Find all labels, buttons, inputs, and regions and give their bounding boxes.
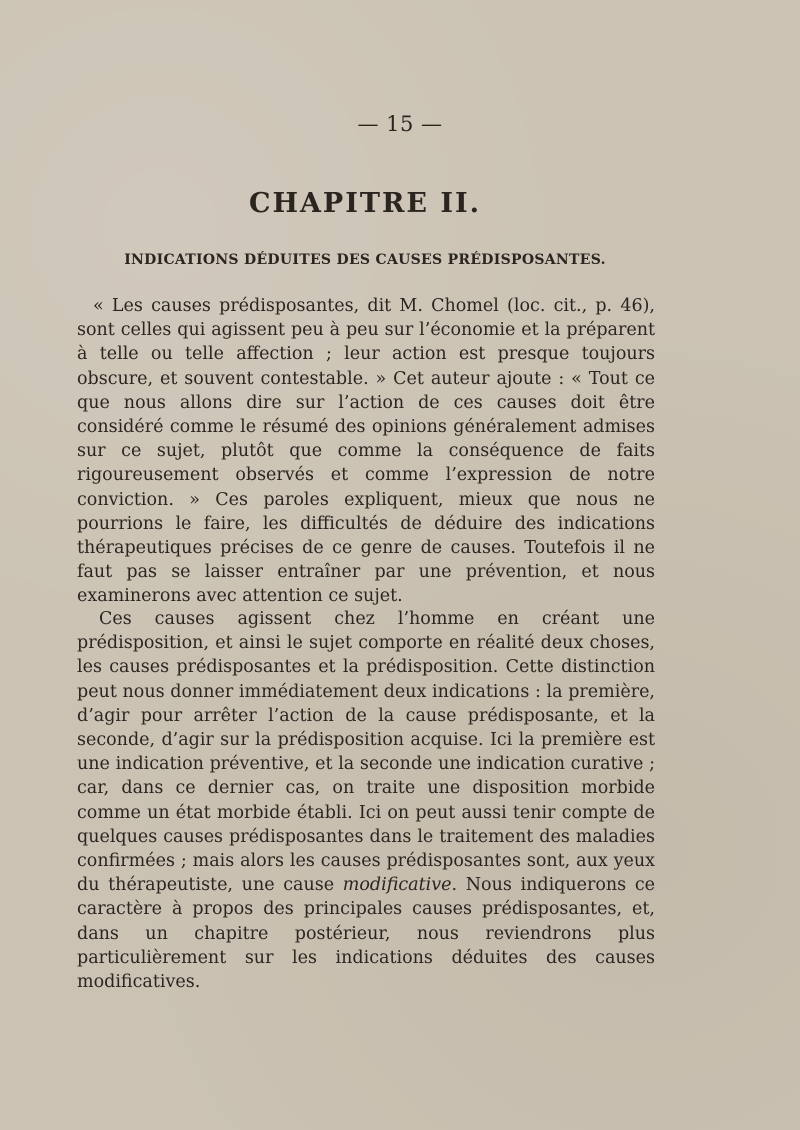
- chapter-title: CHAPITRE II.: [248, 188, 482, 219]
- paragraph-2-italic-term: modificative: [342, 875, 452, 896]
- paragraph-2-text-before-italic: Ces causes agissent chez l’homme en créant une prédisposition, et ainsi le sujet comporte en réalité deux choses, les causes prédisposantes et la prédisposition. Cette distinction peut nous donner immédiatement deux indications : la première, d’agir pour arrêter l’action de la cause prédisposante, et la seconde, d’agir sur la prédisposition acquise. Ici la première est une indication préventive, et la seconde une indication curative ; car, dans ce dernier cas, on traite une disposition morbide comme un état morbide établi. Ici on peut aussi tenir compte de quelques causes prédisposantes dans le traitement des maladies confirmées ; mais alors les causes prédisposantes sont, aux yeux du thérapeutiste, une cause: [77, 609, 655, 896]
- page-number: — 15 —: [357, 112, 443, 136]
- section-title: INDICATIONS DÉDUITES DES CAUSES PRÉDISPOSANTES.: [124, 252, 606, 268]
- paragraph-2: [77, 607, 655, 994]
- paragraph-1: « Les causes prédisposantes, dit M. Chomel (loc. cit., p. 46), sont celles qui agissent peu à peu sur l’économie et la préparent à telle ou telle affection ; leur action est presque toujours obscure, et souvent contestable. » Cet auteur ajoute : « Tout ce que nous allons dire sur l’action de ces causes doit être considéré comme le résumé des opinions généralement admises sur ce sujet, plutôt que comme la conséquence de faits rigoureusement observés et comme l’expression de notre conviction. » Ces paroles expliquent, mieux que nous ne pourrions le faire, les difficultés de déduire des indications thérapeutiques précises de ce genre de causes. Toutefois il ne faut pas se laisser entraîner par une prévention, et nous examinerons avec attention ce sujet.: [77, 296, 655, 607]
- paragraph-2-text-after-italic: . Nous indiquerons ce caractère à propos des principales causes prédisposantes, et, dans un chapitre postérieur, nous reviendrons plus particulièrement sur les indications déduites des causes modificatives.: [77, 875, 655, 993]
